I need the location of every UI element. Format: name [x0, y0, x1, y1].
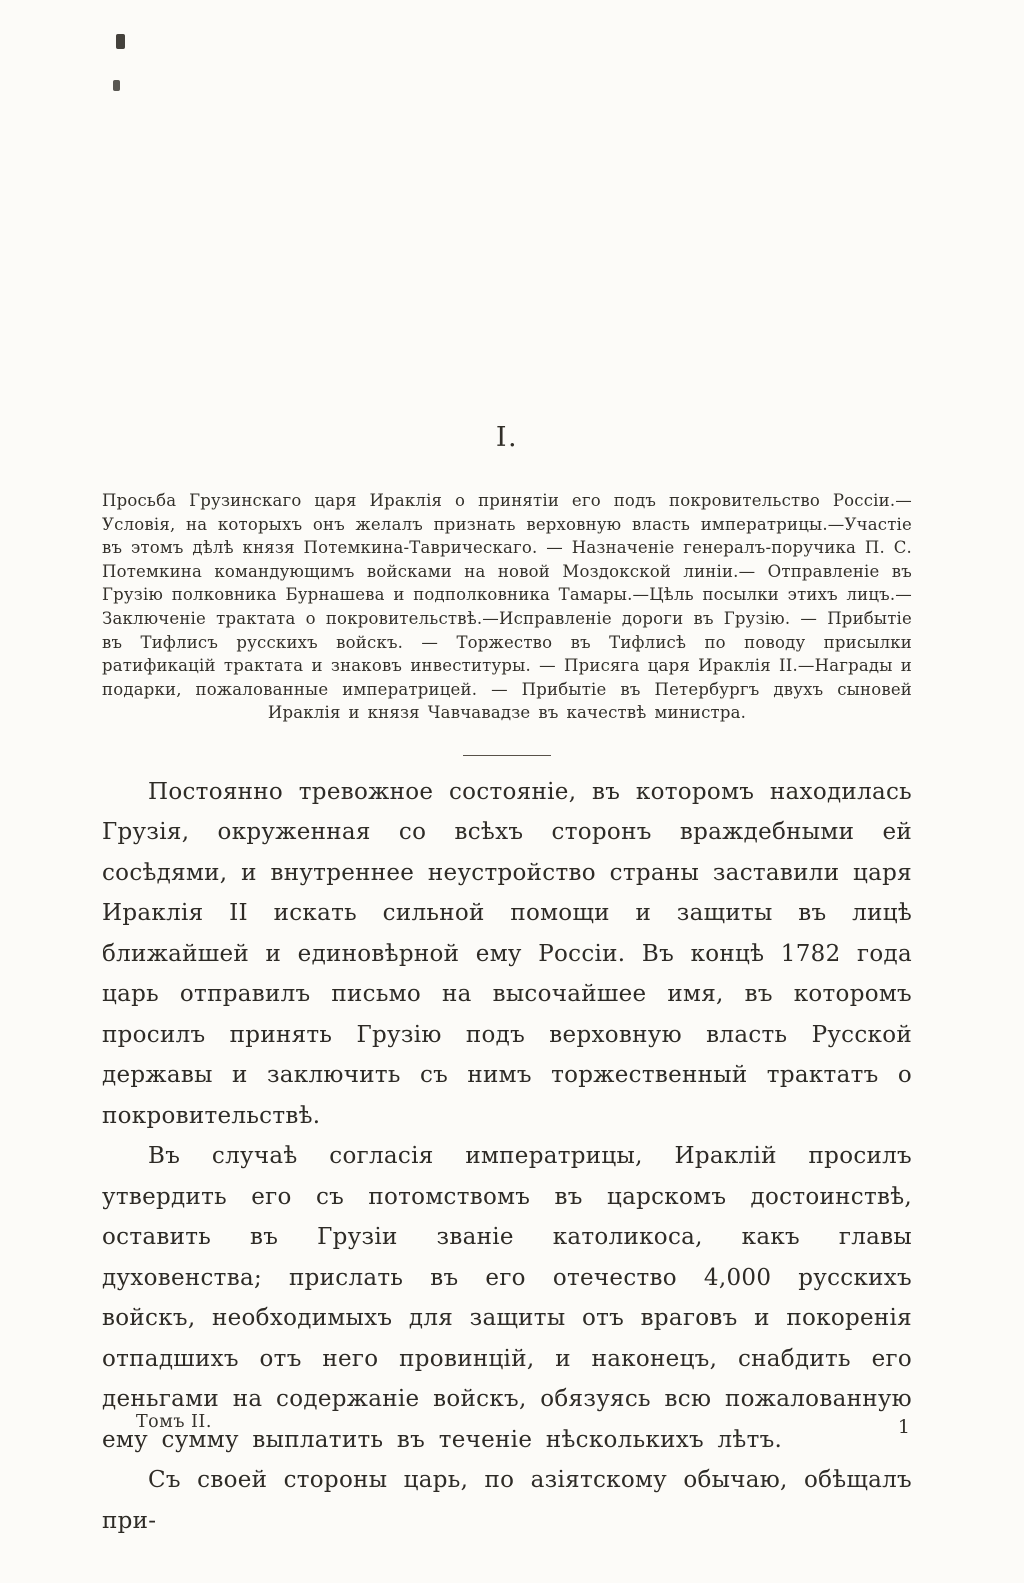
page-number: 1: [897, 1416, 910, 1438]
scan-artifact: [113, 80, 120, 91]
chapter-number: I.: [495, 422, 519, 453]
section-divider: [463, 755, 551, 756]
paragraph: Съ своей стороны царь, по азіятскому обычаю, обѣщалъ при-: [102, 1467, 912, 1534]
scan-artifact: [116, 34, 125, 49]
body-text: [102, 772, 912, 1542]
paragraph: Постоянно тревожное состояніе, въ которомъ находилась Грузія, окруженная со всѣхъ сторонъ враждебными ей сосѣдями, и внутреннее неустройство страны заставили царя Ираклія II искать сильной помощи и защиты въ лицѣ ближайшей и единовѣрной ему Россіи. Въ концѣ 1782 года царь отправилъ письмо на высочайшее имя, въ которомъ просилъ принять Грузію подъ верховную власть Русской державы и заключить съ нимъ торжественный трактатъ о покровительствѣ.: [102, 778, 912, 1129]
chapter-summary: Просьба Грузинскаго царя Ираклія о принятіи его подъ покровительство Россіи.— Условія, на которыхъ онъ желалъ признать верховную власть императрицы.—Участіе въ этомъ дѣлѣ князя Потемкина-Таврическаго. — Назначеніе генералъ-поручика П. С. Потемкина командующимъ войсками на новой Моздокской линіи.— Отправленіе въ Грузію полковника Бурнашева и подполковника Тамары.—Цѣль посылки этихъ лицъ.—Заключеніе трактата о покровительствѣ.—Исправленіе дороги въ Грузію. — Прибытіе въ Тифлисъ русскихъ войскъ. — Торжество въ Тифлисѣ по поводу присылки ратификацій трактата и знаковъ инвеституры. — Присяга царя Ираклія II.—Награды и подарки, пожалованные императрицей. — Прибытіе въ Петербургъ двухъ сыновей Ираклія и князя Чавчавадзе въ качествѣ министра.: [102, 491, 912, 723]
paragraph: Въ случаѣ согласія императрицы, Ираклій просилъ утвердить его съ потомствомъ въ царскомъ достоинствѣ, оставить въ Грузіи званіе католикоса, какъ главы духовенства; прислать въ его отечество 4,000 русскихъ войскъ, необходимыхъ для защиты отъ враговъ и покоренія отпадшихъ отъ него провинцій, и наконецъ, снабдить его деньгами на содержаніе войскъ, обязуясь всю пожалованную ему сумму выплатить въ теченіе нѣсколькихъ лѣтъ.: [102, 1143, 912, 1453]
volume-label: Томъ II.: [136, 1412, 212, 1432]
